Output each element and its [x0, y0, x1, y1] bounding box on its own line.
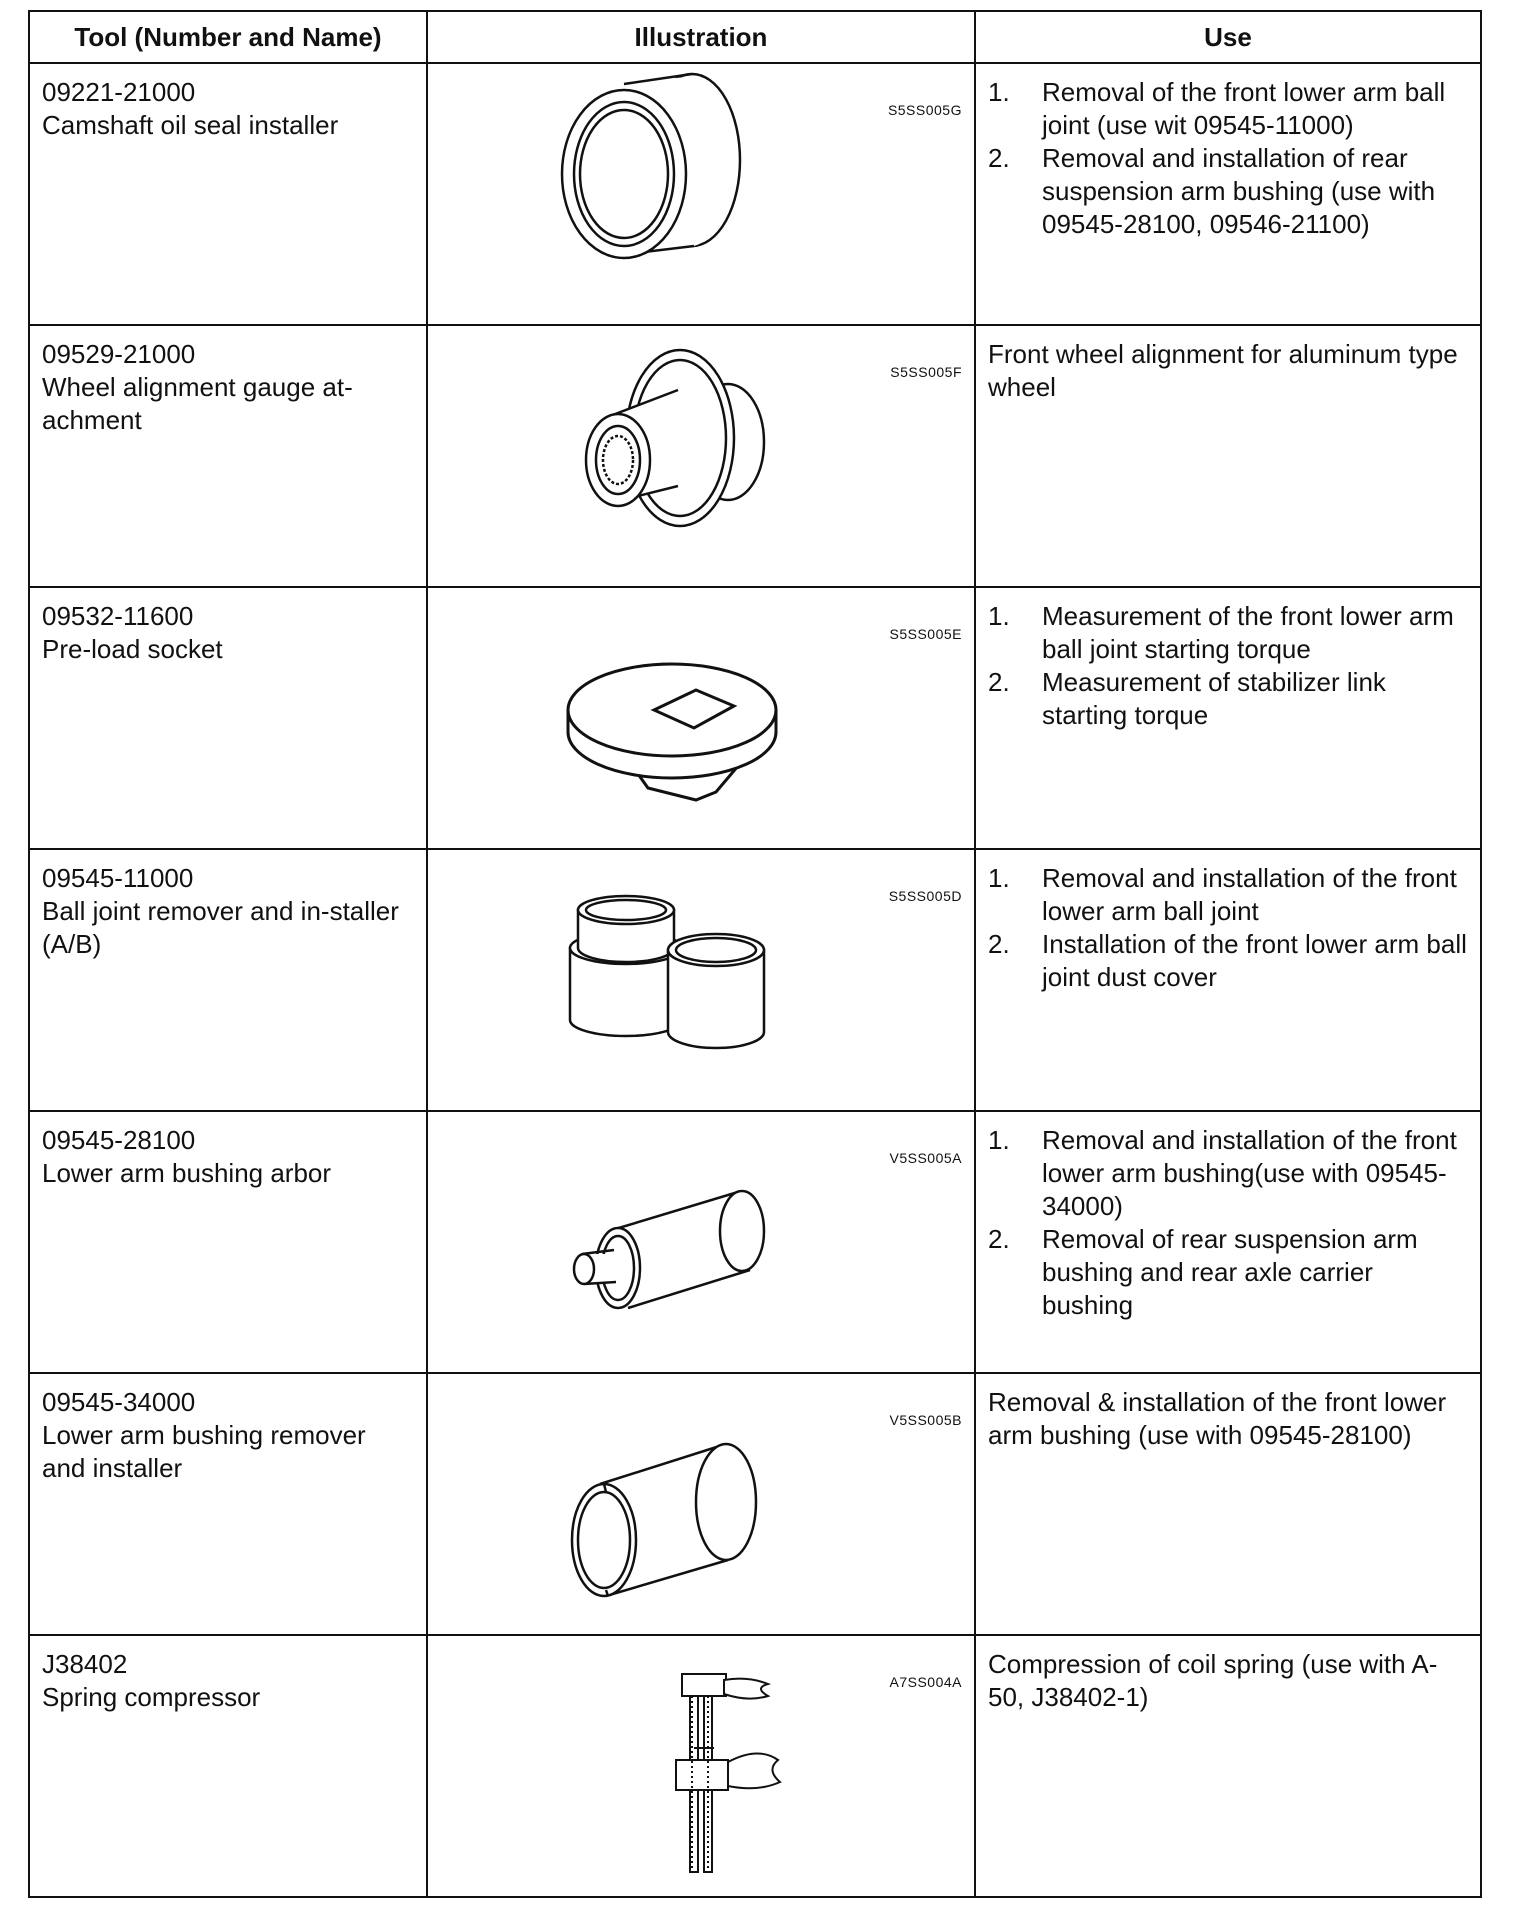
tool-cell — [29, 1111, 427, 1373]
use-list — [988, 600, 1468, 732]
header-tool: Tool (Number and Name) — [29, 11, 427, 63]
tool-number: 09545-34000 — [42, 1387, 196, 1417]
use-list — [988, 862, 1468, 994]
tool-number: 09545-11000 — [42, 863, 194, 893]
use-item: 1. Measurement of the front lower arm ball joint starting torque — [988, 601, 1454, 664]
use-cell — [975, 587, 1481, 849]
use-cell — [975, 1111, 1481, 1373]
use-cell — [975, 63, 1481, 325]
figure-code: S5SS005E — [889, 626, 962, 642]
tool-cell — [29, 1635, 427, 1897]
alignment-gauge-attachment-icon — [428, 326, 976, 574]
figure-code: S5SS005F — [890, 364, 962, 380]
tool-number: 09221-21000 — [42, 77, 196, 107]
figure-code: V5SS005A — [889, 1150, 962, 1166]
figure-code: S5SS005G — [887, 102, 962, 118]
table-row — [29, 1111, 1481, 1373]
use-list — [988, 1124, 1468, 1322]
oil-seal-installer-icon — [428, 64, 976, 312]
use-item: 1. Removal of the front lower arm ball joint (use wit 09545-11000) — [988, 77, 1446, 140]
tool-name: Wheel alignment gauge at-achment — [42, 372, 353, 435]
illustration-cell — [427, 849, 975, 1111]
table-row — [29, 325, 1481, 587]
tool-name: Pre-load socket — [42, 634, 223, 664]
ball-joint-remover-icon — [428, 850, 976, 1098]
illustration-cell — [427, 1111, 975, 1373]
illustration-cell — [427, 587, 975, 849]
table-row — [29, 849, 1481, 1111]
illustration-cell — [427, 1635, 975, 1897]
use-item: 1. Removal and installation of the front lower arm bushing(use with 09545-34000) — [988, 1125, 1457, 1221]
use-cell — [975, 849, 1481, 1111]
tool-cell — [29, 325, 427, 587]
use-item: 2. Removal and installation of rear suspension arm bushing (use with 09545-28100, 09546-21100) — [988, 143, 1436, 239]
tool-cell — [29, 1373, 427, 1635]
tool-name: Ball joint remover and in-staller (A/B) — [42, 896, 399, 959]
table-row — [29, 63, 1481, 325]
use-list — [988, 76, 1468, 241]
tool-cell — [29, 587, 427, 849]
use-item: 2. Removal of rear suspension arm bushing and rear axle carrier bushing — [988, 1224, 1418, 1320]
use-cell — [975, 1635, 1481, 1897]
table-row — [29, 1373, 1481, 1635]
tool-cell — [29, 63, 427, 325]
use-text: Front wheel alignment for aluminum type wheel — [988, 339, 1458, 402]
tool-name: Lower arm bushing remover and installer — [42, 1420, 366, 1483]
use-cell — [975, 325, 1481, 587]
use-cell — [975, 1373, 1481, 1635]
illustration-cell — [427, 325, 975, 587]
tool-number: J38402 — [42, 1649, 128, 1679]
tool-number: 09529-21000 — [42, 339, 196, 369]
header-use: Use — [975, 11, 1481, 63]
tool-name: Camshaft oil seal installer — [42, 110, 339, 140]
use-text: Removal & installation of the front lower arm bushing (use with 09545-28100) — [988, 1387, 1447, 1450]
table-row — [29, 1635, 1481, 1897]
use-item: 1. Removal and installation of the front lower arm ball joint — [988, 863, 1457, 926]
table-row — [29, 587, 1481, 849]
figure-code: V5SS005B — [889, 1412, 962, 1428]
header-row — [29, 11, 1481, 63]
use-item: 2. Installation of the front lower arm ball joint dust cover — [988, 929, 1467, 992]
bushing-arbor-icon — [428, 1112, 976, 1360]
use-item: 2. Measurement of stabilizer link starting torque — [988, 667, 1386, 730]
illustration-cell — [427, 63, 975, 325]
illustration-cell — [427, 1373, 975, 1635]
special-tools-table — [28, 10, 1482, 1898]
preload-socket-icon — [428, 588, 976, 836]
figure-code: S5SS005D — [888, 888, 962, 904]
spring-compressor-icon — [428, 1636, 976, 1884]
tool-number: 09532-11600 — [42, 601, 194, 631]
tool-number: 09545-28100 — [42, 1125, 196, 1155]
bushing-remover-installer-icon — [428, 1374, 976, 1622]
tool-cell — [29, 849, 427, 1111]
header-illustration: Illustration — [427, 11, 975, 63]
use-text: Compression of coil spring (use with A-50, J38402-1) — [988, 1649, 1438, 1712]
tool-name: Lower arm bushing arbor — [42, 1158, 332, 1188]
figure-code: A7SS004A — [889, 1674, 962, 1690]
tool-name: Spring compressor — [42, 1682, 261, 1712]
